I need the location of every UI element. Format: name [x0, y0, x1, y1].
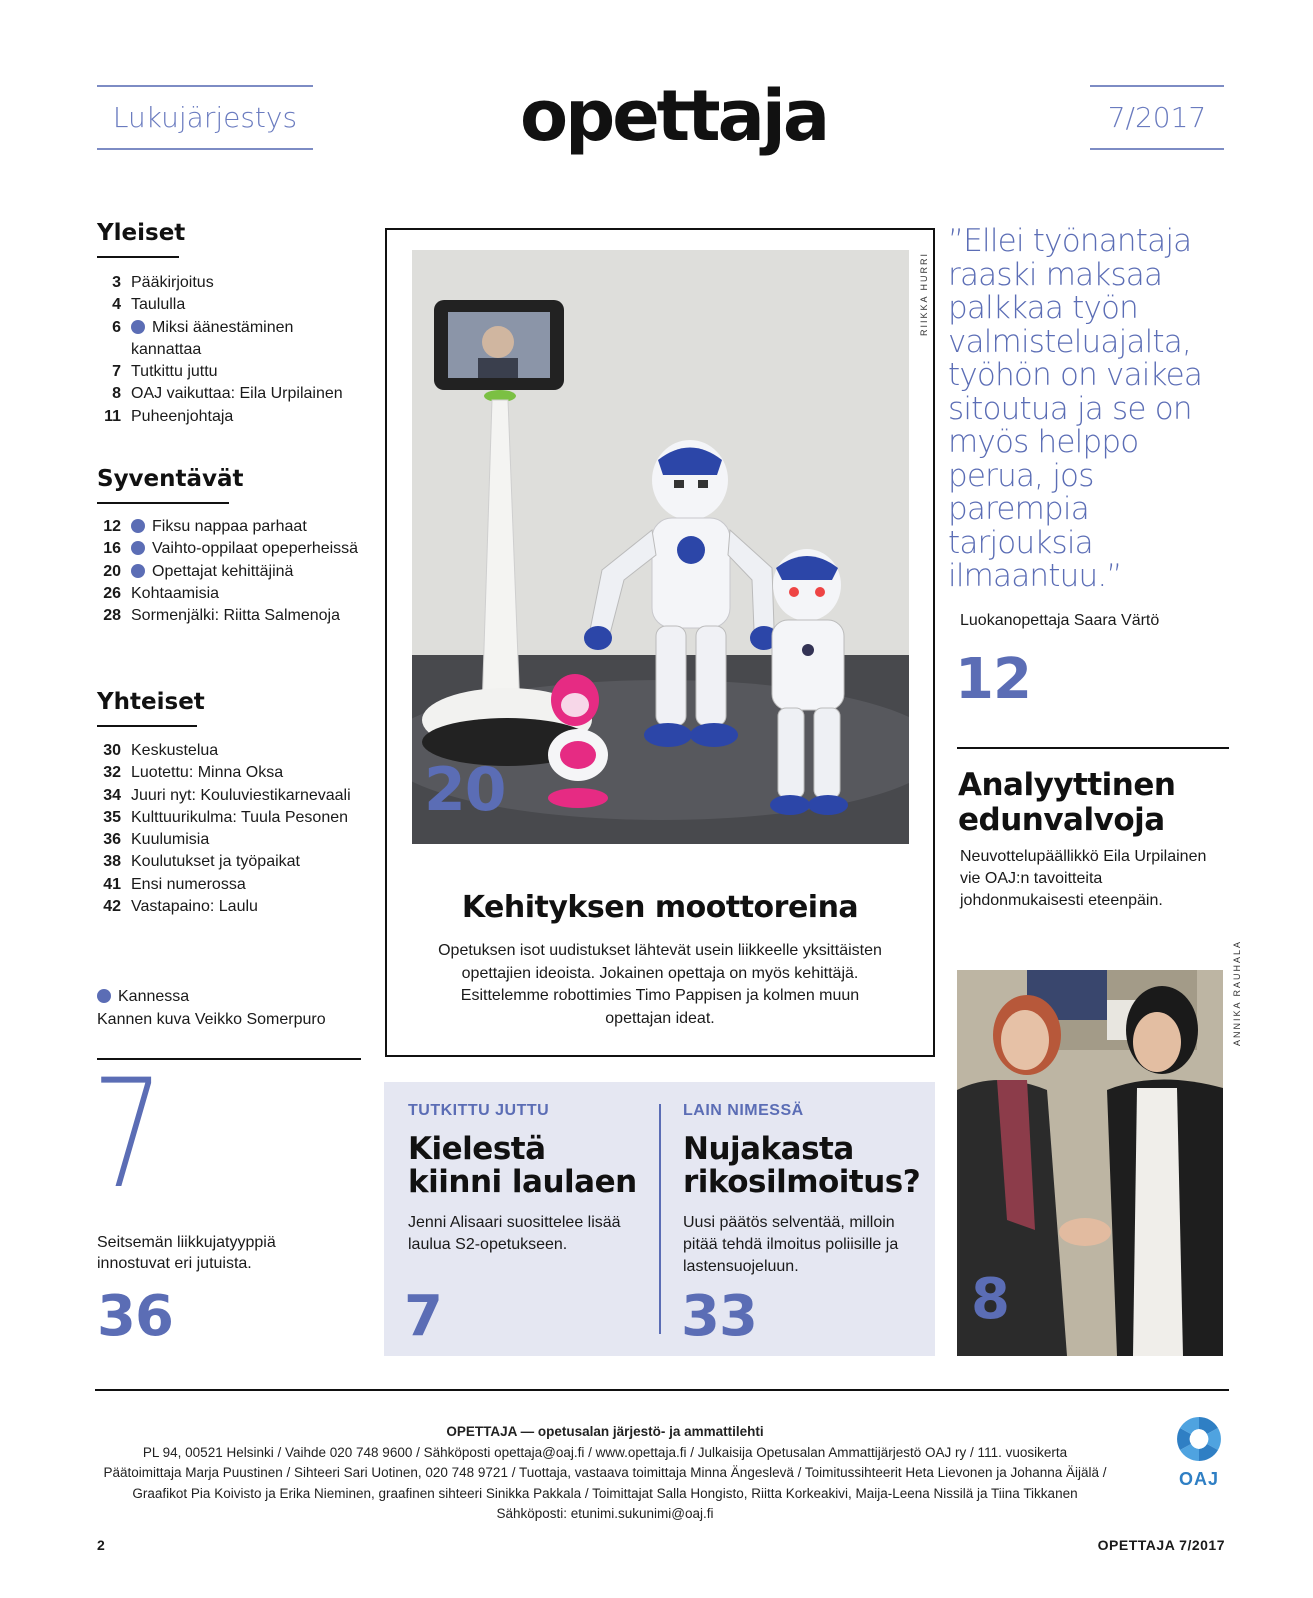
- toc-item[interactable]: [97, 538, 367, 560]
- feature-title[interactable]: Kehityksen moottoreina: [461, 890, 859, 925]
- divider: [957, 747, 1229, 749]
- toc-item-title: Taululla: [131, 296, 186, 314]
- toc-item-title-wrap: [131, 785, 367, 807]
- toc-item-title-wrap: [131, 874, 367, 896]
- toc-item-page: 7: [112, 363, 121, 381]
- handshake-photo: [957, 970, 1223, 1356]
- toc-item-title-wrap: [131, 829, 367, 851]
- page-ref-33[interactable]: 33: [681, 1284, 757, 1349]
- toc-item-page: 11: [104, 407, 121, 425]
- toc-item-title: Sormenjälki: Riitta Salmenoja: [131, 607, 340, 625]
- toc-item-title: Tutkittu juttu: [131, 363, 218, 381]
- running-footer: OPETTAJA 7/2017: [1097, 1537, 1225, 1553]
- toc-rule: [97, 256, 179, 258]
- toc-item-title: Keskustelua: [131, 742, 219, 759]
- toc-item-title: Juuri nyt: Kouluviestikarnevaali: [131, 786, 351, 804]
- column-divider: [659, 1104, 661, 1334]
- toc-item-page: 32: [103, 764, 121, 782]
- toc-item-page: 3: [112, 274, 121, 291]
- toc-item-page: 35: [103, 808, 121, 826]
- toc-item[interactable]: [97, 383, 367, 405]
- toc-item-page: 16: [103, 540, 121, 558]
- feature-text: Opetuksen isot uudistukset lähtevät usein liikkeelle yksittäisten opettajien ideoista. Jokainen opettaja on myös kehittäjä. Esittelemme robottimies Timo Pappisen ja kolmen muun opettajan ideat.: [438, 942, 882, 1027]
- masthead-email: Sähköposti: etunimi.sukunimi@oaj.fi: [496, 1506, 714, 1521]
- toc-item-title: Kohtaamisia: [131, 584, 220, 602]
- toc-item-title: Fiksu nappaa parhaat: [152, 518, 307, 535]
- bullet-dot-icon: [97, 989, 111, 1003]
- toc-item[interactable]: [97, 829, 367, 851]
- toc-item-page: 28: [103, 607, 121, 625]
- toc-item-title-wrap: [131, 896, 367, 918]
- masthead-line: Graafikot Pia Koivisto ja Erika Nieminen, graafinen sihteeri Sinikka Pakkala / Toimittajat Salla Hongisto, Riitta Korkeakivi, Maija-Leena Nissilä ja Tiina Tikkanen: [132, 1485, 1078, 1501]
- toc-item-title-wrap: [131, 272, 367, 294]
- toc-item[interactable]: [97, 740, 367, 762]
- toc-item-title-wrap: [131, 383, 367, 405]
- masthead: [60, 1422, 1150, 1525]
- bullet-dot-icon: [131, 564, 145, 578]
- toc-heading-yhteiset: Yhteiset: [97, 689, 205, 715]
- issue-text: 7/2017: [1107, 101, 1207, 134]
- big-number-seven: 7: [92, 1048, 164, 1222]
- oaj-logo-text: OAJ: [1178, 1469, 1219, 1489]
- toc-item-title-wrap: [131, 740, 367, 762]
- issue-label: [1090, 85, 1224, 150]
- cover-photo-credit: Kannen kuva Veikko Somerpuro: [97, 1011, 326, 1028]
- masthead-title: OPETTAJA — opetusalan järjestö- ja ammattilehti: [446, 1424, 764, 1439]
- box-right-text: Uusi päätös selventää, milloin pitää tehdä ilmoitus poliisille ja lastensuojeluun.: [683, 1214, 899, 1275]
- toc-item-title-wrap: [131, 406, 367, 428]
- oaj-logo: [1170, 1413, 1228, 1489]
- toc-item-page: 8: [112, 385, 121, 403]
- pull-quote: ”Ellei työnantaja raaski maksaa palkkaa työn valmisteluajalta, työhön on vaikea sitoutua ja se on myös helppo perua, jos parempia tarjouksia ilmaantuu.”: [948, 223, 1203, 594]
- toc-item[interactable]: [97, 561, 367, 583]
- toc-item-title: Ensi numerossa: [131, 875, 246, 893]
- toc-item[interactable]: [97, 294, 367, 316]
- toc-rule: [97, 725, 197, 727]
- box-left-text: Jenni Alisaari suosittelee lisää laulua S2-opetukseen.: [408, 1214, 621, 1253]
- kicker-right: LAIN NIMESSÄ: [683, 1102, 804, 1119]
- section-label-text: Lukujärjestys: [112, 101, 298, 134]
- kicker-left: TUTKITTU JUTTU: [408, 1102, 550, 1119]
- box-right-title[interactable]: Nujakasta rikosilmoitus?: [683, 1131, 921, 1200]
- toc-item-title-wrap: [131, 561, 367, 583]
- page-ref-36[interactable]: 36: [97, 1284, 173, 1349]
- toc-item-title: Koulutukset ja työpaikat: [131, 853, 300, 871]
- toc-item-title-wrap: [131, 807, 367, 829]
- toc-item-page: 36: [103, 831, 121, 849]
- analyst-title[interactable]: Analyyttinen edunvalvoja: [958, 767, 1176, 838]
- toc-item-page: 30: [103, 742, 121, 759]
- toc-item-page: 34: [103, 786, 121, 804]
- toc-item-page: 41: [103, 875, 121, 893]
- page-ref-20[interactable]: 20: [424, 755, 506, 825]
- toc-item[interactable]: [97, 605, 367, 627]
- toc-item[interactable]: [97, 874, 367, 896]
- toc-item-page: 12: [103, 518, 121, 535]
- toc-item-title-wrap: [131, 851, 367, 873]
- toc-list-syventavat: [97, 516, 367, 627]
- page-ref-7[interactable]: 7: [404, 1284, 442, 1349]
- toc-item-title-wrap: [131, 317, 367, 362]
- toc-item[interactable]: [97, 317, 367, 362]
- toc-item-title-wrap: [131, 294, 367, 316]
- page-ref-8[interactable]: 8: [971, 1267, 1009, 1332]
- page-ref-12[interactable]: 12: [955, 647, 1031, 712]
- quote-source: Luokanopettaja Saara Värtö: [960, 612, 1160, 629]
- toc-item[interactable]: [97, 851, 367, 873]
- toc-item[interactable]: [97, 762, 367, 784]
- footer-divider: [95, 1389, 1229, 1391]
- toc-item-title-wrap: [131, 538, 367, 560]
- toc-item[interactable]: [97, 896, 367, 918]
- toc-item-page: 38: [103, 853, 121, 871]
- bullet-dot-icon: [131, 320, 145, 334]
- masthead-line: Päätoimittaja Marja Puustinen / Sihteeri Sari Uotinen, 020 748 9721 / Tuottaja, vastaava toimittaja Minna Ängeslevä / Toimitussihteerit Heta Lievonen ja Johanna Äijälä /: [103, 1465, 1107, 1480]
- toc-list-yleiset: [97, 272, 367, 428]
- toc-item[interactable]: [97, 583, 367, 605]
- toc-item-title-wrap: [131, 361, 367, 383]
- toc-item-title-wrap: [131, 516, 367, 538]
- cover-label: Kannessa: [118, 988, 190, 1005]
- section-label: [97, 85, 313, 150]
- toc-item[interactable]: [97, 406, 367, 428]
- toc-item[interactable]: [97, 272, 367, 294]
- toc-item-title: OAJ vaikuttaa: Eila Urpilainen: [131, 385, 343, 403]
- toc-item[interactable]: [97, 516, 367, 538]
- analyst-text: Neuvottelupäällikkö Eila Urpilainen vie OAJ:n tavoitteita johdonmukaisesti eteenpäin.: [960, 848, 1207, 909]
- masthead-line: PL 94, 00521 Helsinki / Vaihde 020 748 9600 / Sähköposti opettaja@oaj.fi / www.opettaja.fi / Julkaisija Opetusalan Ammattijärjestö OAJ ry / 111. vuosikerta: [142, 1444, 1068, 1460]
- toc-item-page: 26: [103, 584, 121, 602]
- robots-photo: [412, 250, 909, 844]
- toc-item-title-wrap: [131, 605, 367, 627]
- oaj-swirl-icon: [1170, 1413, 1228, 1465]
- toc-item-title: Luotettu: Minna Oksa: [131, 764, 284, 782]
- toc-list-yhteiset: [97, 740, 367, 918]
- toc-item-title: Vastapaino: Laulu: [131, 898, 258, 916]
- toc-item-title-wrap: [131, 583, 367, 605]
- toc-item[interactable]: [97, 785, 367, 807]
- photo-credit: RIIKKA HURRI: [919, 252, 929, 337]
- photo-credit: ANNIKA RAUHALA: [1232, 940, 1242, 1047]
- toc-item-title: Puheenjohtaja: [131, 407, 234, 425]
- toc-item-title: Kuulumisia: [131, 831, 210, 849]
- toc-item-title-wrap: [131, 762, 367, 784]
- toc-item-title: Pääkirjoitus: [131, 274, 214, 291]
- toc-item-page: 20: [103, 562, 121, 580]
- toc-rule: [97, 502, 229, 504]
- toc-item[interactable]: [97, 807, 367, 829]
- magazine-logo: opettaja: [520, 75, 828, 157]
- toc-item[interactable]: [97, 361, 367, 383]
- seven-caption: Seitsemän liikkujatyyppiä innostuvat eri jutuista.: [97, 1234, 276, 1272]
- toc-item-title: Miksi äänestäminen kannattaa: [131, 318, 294, 358]
- toc-item-page: 42: [103, 898, 121, 916]
- bullet-dot-icon: [131, 519, 145, 533]
- toc-heading-yleiset: Yleiset: [97, 220, 186, 246]
- toc-item-page: 6: [112, 318, 121, 336]
- cover-note: [97, 985, 326, 1031]
- page-number: 2: [97, 1537, 105, 1553]
- box-left-title[interactable]: Kielestä kiinni laulaen: [408, 1131, 637, 1200]
- toc-item-title: Opettajat kehittäjinä: [152, 562, 294, 580]
- toc-item-title: Kulttuurikulma: Tuula Pesonen: [131, 808, 349, 826]
- bullet-dot-icon: [131, 541, 145, 555]
- toc-heading-syventavat: Syventävät: [97, 466, 244, 492]
- toc-item-page: 4: [112, 296, 121, 314]
- toc-item-title: Vaihto-oppilaat opeperheissä: [152, 540, 359, 558]
